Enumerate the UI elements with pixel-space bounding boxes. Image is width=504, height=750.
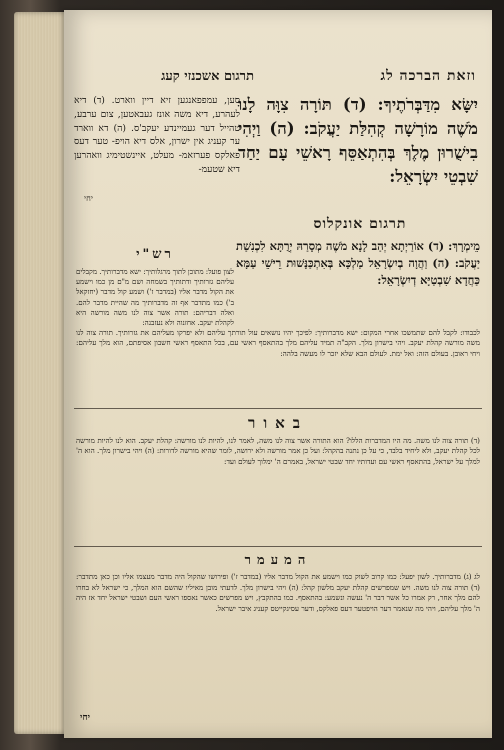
section-divider: [74, 546, 482, 547]
rashi-title: רש"י: [136, 247, 174, 262]
wide-commentary: לכבודו: לקבל להם שתמשכו אחרי המקום: ישא מדברותיך: לפיכך יהיו נושאים עול תורתך עליהם ולא יפרקו מעליהם את גזרותיך. תורה צוה לנו משה מורשה קהלת יעקב. ויהי בישרון מלך. הקב"ה תמיד עליהם מלך בהתאסף ראשי עם, בכל התאסף ראשי חשבון אסיפתם, הוא מלך עליהם: ויחי ראובן. בעולם הזה: ואל ימת. לעולם הבא שלא יזכר לו מעשה בלהה:: [76, 328, 480, 358]
biur-title: באור: [247, 414, 309, 432]
onkelos-title: תרגום אונקלוס: [313, 216, 407, 232]
onkelos-text: מֵימְרָךְ: (ד) אוֹרַיְתָא יְהַב לָנָא מֹשֶׁה מְסָרַהּ יְרֻתָּא לִכְנִשַׁת יַעֲקֹב: (ה) וַהֲוָה בְיִשְׂרָאֵל מַלְכָּא בְּאִתְכַּנָּשׁוּת רֵישֵׁי עַמָּא כַּחֲדָא שִׁבְטַיָּא דְיִשְׂרָאֵל:: [236, 239, 480, 287]
hameamer-title: המעמר: [244, 553, 312, 568]
page-catch-word: יחי: [80, 713, 91, 723]
hameamer-text: לג (ג) מדברותיך. לשון יפעל: כמו קרוב לשוק כמו וישמע את הקול מדבר אליו (במדבר ז') ופירושו שהקול היה מדבר מעצמו אליו וכן כאן מתדבר: (ד) תורה צוה לנו משה. ויש שמפרשים קהלת יעקב מלשון קהל: (ה) ויהי בישרון מלך. לדעתי מובן מאיליו שהשם הוא המלך, כי ישראל לא בחרו להם מלך אחר, רק אמרו כל אשר דבר ה' נעשה ונשמע: בהתאסף. כמו בהתקבץ, ויש מפרשים כאשר נאספו ראשי העם ושבטי ישראל יחד אז היה ה' מלך עליהם, ויהי מה שנאמר דער הויפטער דעס פאלקס, ודער עסיגקייטס קעניג איבר ישראל.: [76, 572, 480, 613]
page-header-targum: תרגום אשכנזי קעג: [161, 69, 254, 84]
yiddish-translation: סען, עמפפאנגען זיא דיין ווארט. (ד) דיא לעהרע, דיא משה אונז געבאטען, צום ערבע, טהייל דער געמיינדע יעקב'ס. (ה) דא ווארד ער קעניג אין ישרון, אלס דיא הויפ- טער דעס פאלקס פערזאמ- מעלט, איינשטימיג וואהרען דיא שטעמ-: [74, 95, 240, 175]
verse-catch-word: יחי: [84, 194, 93, 203]
rashi-text: לצון פועל: מתוכן לתוך מרגלותיך: ישא מדברותיך. מקבלים עליהם גזרותיך ודתותיך בשמחה ושם מ"ם מן כמו וישמע את הקול מדבר אליו (במדבר ז') ושמע קול מדבר (יחזקאל ב') כמו מתדבר אף זה מדברותיך מה שהיית מדבר להם. ואלה דבריהם: תורה אשר צוה לנו משה מורשה היא לקהלת יעקב. אחזנוה ולא נעזבנה:: [76, 267, 234, 328]
page-header-verse: וזאת הברכה לג: [380, 68, 476, 84]
section-divider: [74, 408, 482, 409]
verse-text: יִשָּׂא מִדַּבְּרֹתֶיךָ: (ד) תּוֹרָה צִוָּה לָנוּ מֹשֶׁה מוֹרָשָׁה קְהִלַּת יַעֲקֹב: (ה) וַיְהִי בִישֻׁרוּן מֶלֶךְ בְּהִתְאַסֵּף רָאשֵׁי עָם יַחַד שִׁבְטֵי יִשְׂרָאֵל:: [238, 94, 478, 186]
biur-text: (ד) תורה צוה לנו משה. מה היו המדברות הללו? הוא התורה אשר צוה לנו משה, לאמר לנו, להיות לנו מורשה: קהלת יעקב. הוא לנו להיות מורשה לכל קהלת יעקב, ולא ליחיד בלבד, כי על כן נתנה בהקהל: ועל כן אמר מורשה ולא ירושה, לומר שהיא מורשה לדורות: (ה) ויהי בישרון מלך. הוא ה' למלך על ישראל, בהתאסף ראשי עם ועדותיו יחד שבטי ישראל, באמרם ה' ימלוך לעולם ועד:: [76, 436, 480, 466]
page-edges: [14, 12, 68, 734]
book-page: [64, 10, 492, 738]
